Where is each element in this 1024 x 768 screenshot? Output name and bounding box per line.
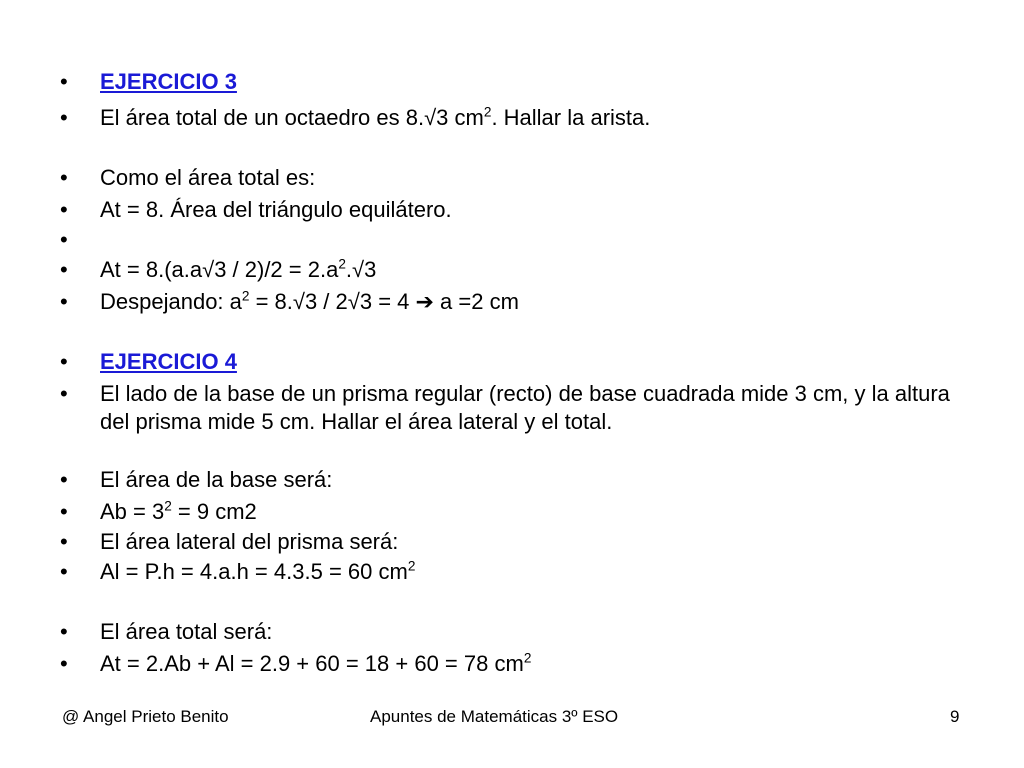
ab-line: $Ab = 3^2 = 9$ cm2 [100,498,257,524]
lateral-sera-line: El área lateral del prisma será: [100,529,399,554]
ejercicio-4-heading: EJERCICIO 4 [100,349,237,374]
bullet: • [60,529,68,554]
at-formula-line: $At = 8.(a.a√3 / 2)/2 = 2.a^2.√3$ [100,256,377,282]
total-sera-line: El área total será: [100,619,273,644]
at-total-line: At = 2.Ab + Al = 2.9 + 60 = 18 + 60 = 78 $cm^2$ [100,650,532,676]
bullet: • [60,165,68,190]
bullet: • [60,105,68,130]
bullet: • [60,559,68,584]
footer-course: Apuntes de Matemáticas 3º ESO [370,707,619,726]
bullet: • [60,349,68,374]
bullet: • [60,467,68,492]
bullet: • [60,499,68,524]
bullet: • [60,197,68,222]
ejercicio-3-heading: EJERCICIO 3 [100,69,237,94]
ejercicio-4-statement: El lado de la base de un prisma regular (recto) de base cuadrada mide 3 cm, y la altura del prisma mide 5 cm. Hallar el área lateral y el total. [100,381,950,434]
como-line: Como el área total es: [100,165,316,190]
despejando-line: Despejando: $a^2 = 8.√3 / 2√3 = 4$ ➔ a =2 cm [100,288,519,314]
al-line: Al = P.h = 4.a.h = 4.3.5 = 60 $cm^2$ [100,558,416,584]
footer-page-number: 9 [950,707,960,726]
bullet: • [60,651,68,676]
footer-author: @ Angel Prieto Benito [62,707,229,726]
bullet: • [60,69,68,94]
base-sera-line: El área de la base será: [100,467,333,492]
bullet: • [60,289,68,314]
bullet: • [60,257,68,282]
ejercicio-3-statement: El área total de un octaedro es 8.√3 $cm^2$. Hallar la arista. [100,104,651,130]
bullet: • [60,381,68,406]
area-triangulo-line: At = 8. Área del triángulo equilátero. [100,197,452,222]
bullet: • [60,619,68,644]
bullet: • [60,227,68,252]
